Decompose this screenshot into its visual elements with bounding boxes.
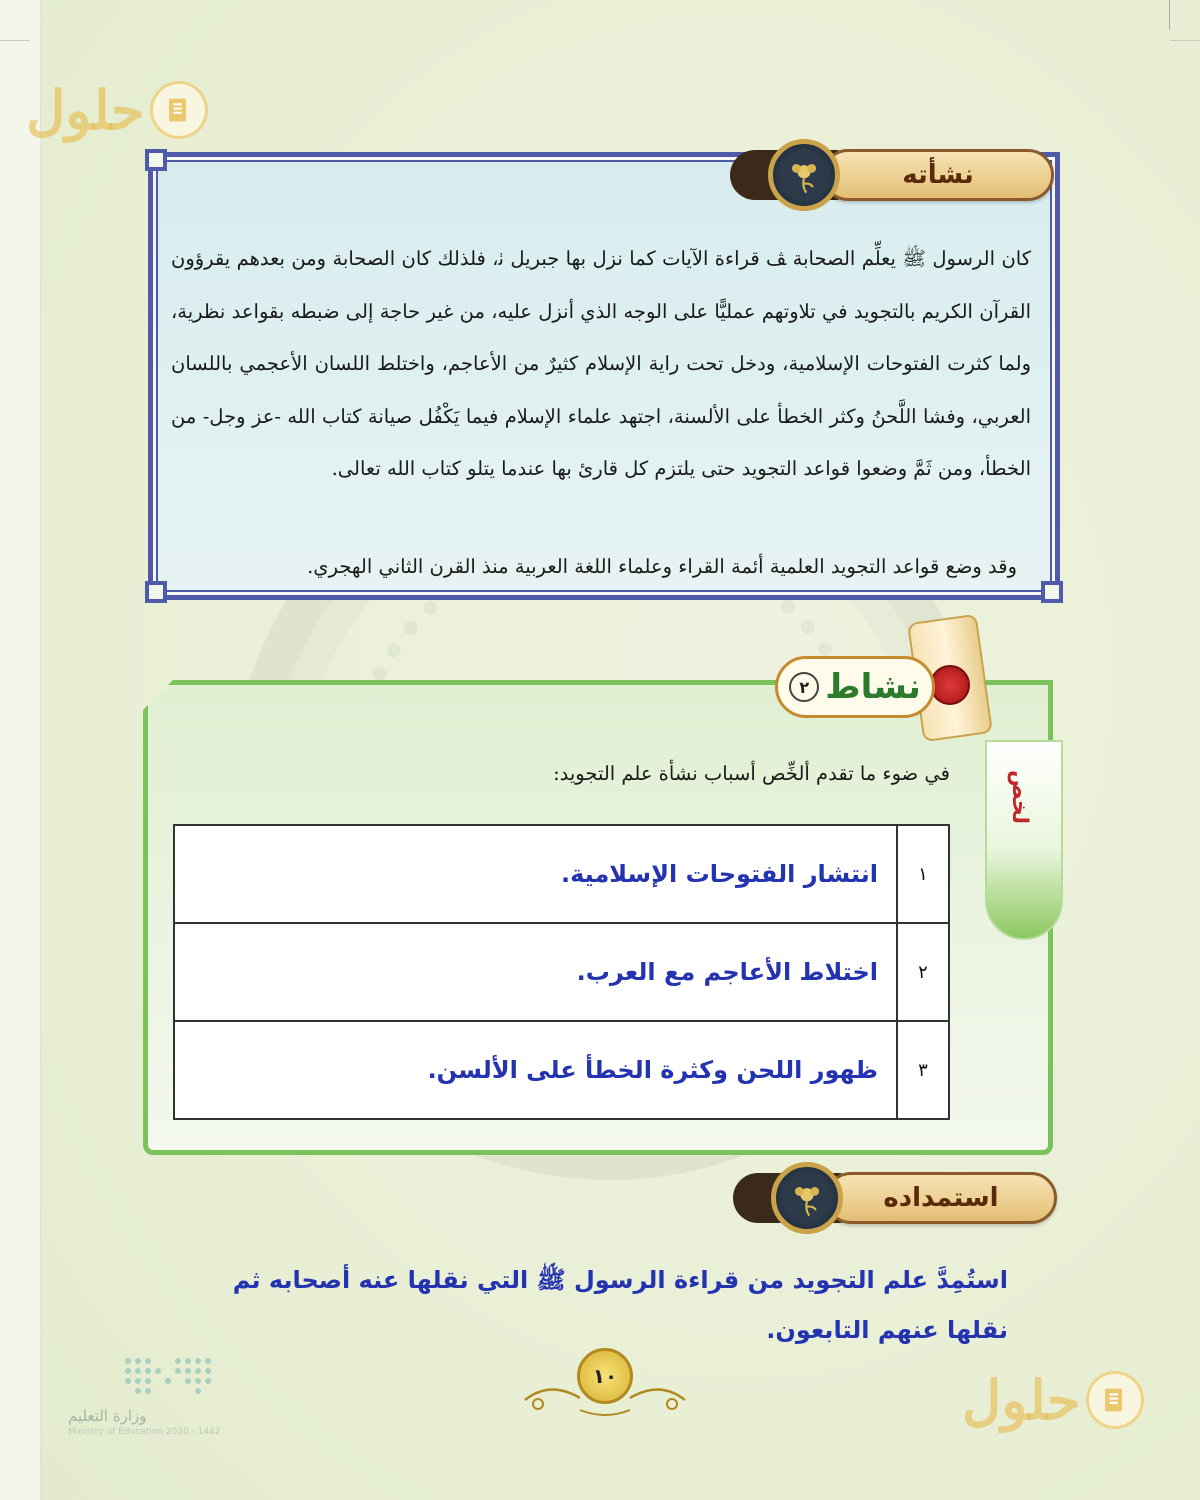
answer-field[interactable]: اختلاط الأعاجم مع العرب. (174, 923, 897, 1021)
crop-mark-right (1170, 40, 1200, 41)
activity-instruction: في ضوء ما تقدم ألخِّص أسباب نشأة علم التجويد: (553, 762, 950, 785)
source-title-text: استمداده (883, 1183, 999, 1213)
watermark-bottom-right (962, 1368, 1144, 1432)
table-row (174, 923, 949, 1021)
frame-corner (145, 581, 167, 603)
origin-banner (730, 140, 1060, 210)
book-icon (1086, 1371, 1144, 1429)
row-number: ١ (897, 825, 949, 923)
ministry-subtitle-text: Ministry of Education (68, 1427, 163, 1437)
page-number: ١٠ (577, 1348, 633, 1404)
page-number-ornament (520, 1340, 690, 1430)
source-banner (733, 1163, 1063, 1233)
summarize-tab (985, 740, 1063, 940)
ministry-logo (68, 1355, 228, 1445)
frame-corner (145, 149, 167, 171)
page-edge (40, 0, 41, 1500)
ministry-name: وزارة التعليم (68, 1407, 147, 1425)
answer-field[interactable]: ظهور اللحن وكثرة الخطأ على الألسن. (174, 1021, 897, 1119)
flower-medal-icon (771, 1162, 843, 1234)
row-number: ٣ (897, 1021, 949, 1119)
crop-mark-top-right (1169, 0, 1170, 30)
watermark-top-left (26, 78, 208, 142)
flower-medal-icon (768, 139, 840, 211)
source-paragraph: استُمِدَّ علم التجويد من قراءة الرسول ﷺ التي نقلها عنه أصحابه ثم نقلها عنهم التابعون. (232, 1266, 1008, 1344)
watermark-text: حلول (26, 78, 145, 142)
activity-number: ٢ (789, 672, 819, 702)
watermark-text: حلول (962, 1368, 1081, 1432)
answers-table (173, 824, 950, 1120)
origin-title (822, 149, 1054, 201)
answer-field[interactable]: انتشار الفتوحات الإسلامية. (174, 825, 897, 923)
wax-seal-icon (930, 665, 970, 705)
origin-title-text: نشأته (902, 160, 974, 190)
summarize-label: لخص (1007, 770, 1032, 825)
book-icon (150, 81, 208, 139)
frame-corner (1041, 581, 1063, 603)
origin-paragraph-2: وقد وضع قواعد التجويد العلمية أئمة القراء وعلماء اللغة العربية منذ القرن الثاني الهجري. (307, 555, 1017, 578)
table-row (174, 1021, 949, 1119)
ministry-dots-icon (118, 1355, 218, 1395)
ministry-subtitle (68, 1427, 221, 1437)
source-title (825, 1172, 1057, 1224)
origin-paragraph: كان الرسول ﷺ يعلِّم الصحابة ﭫ قراءة الآيات كما نزل بها جبريل ﭠ، فلذلك كان الصحابة ومن بعدهم يقرؤون القرآن الكريم بالتجويد في تلاوتهم عمليًّا على الوجه الذي أنزل عليه، من غير حاجة إلى ضبطه بقواعد نظرية، ولما كثرت الفتوحات الإسلامية، ودخل تحت راية الإسلام كثيرٌ من الأعاجم، واختلط اللسان الأعجمي باللسان العربي، وفشا اللَّحنُ وكثر الخطأ على الألسنة، اجتهد علماء الإسلام فيما يَكْفُل صيانة كتاب الله -عز وجل- من الخطأ، ومن ثَمَّ وضعوا قواعد التجويد حتى يلتزم كل قارئ بها عندما يتلو كتاب الله تعالى. (171, 247, 1031, 480)
ministry-year: 2020 - 1442 (165, 1427, 221, 1437)
crop-mark-left (0, 40, 30, 41)
row-number: ٢ (897, 923, 949, 1021)
origin-box (148, 152, 1060, 600)
activity-title-text: نشاط (825, 667, 921, 707)
activity-title (775, 656, 935, 718)
table-row (174, 825, 949, 923)
